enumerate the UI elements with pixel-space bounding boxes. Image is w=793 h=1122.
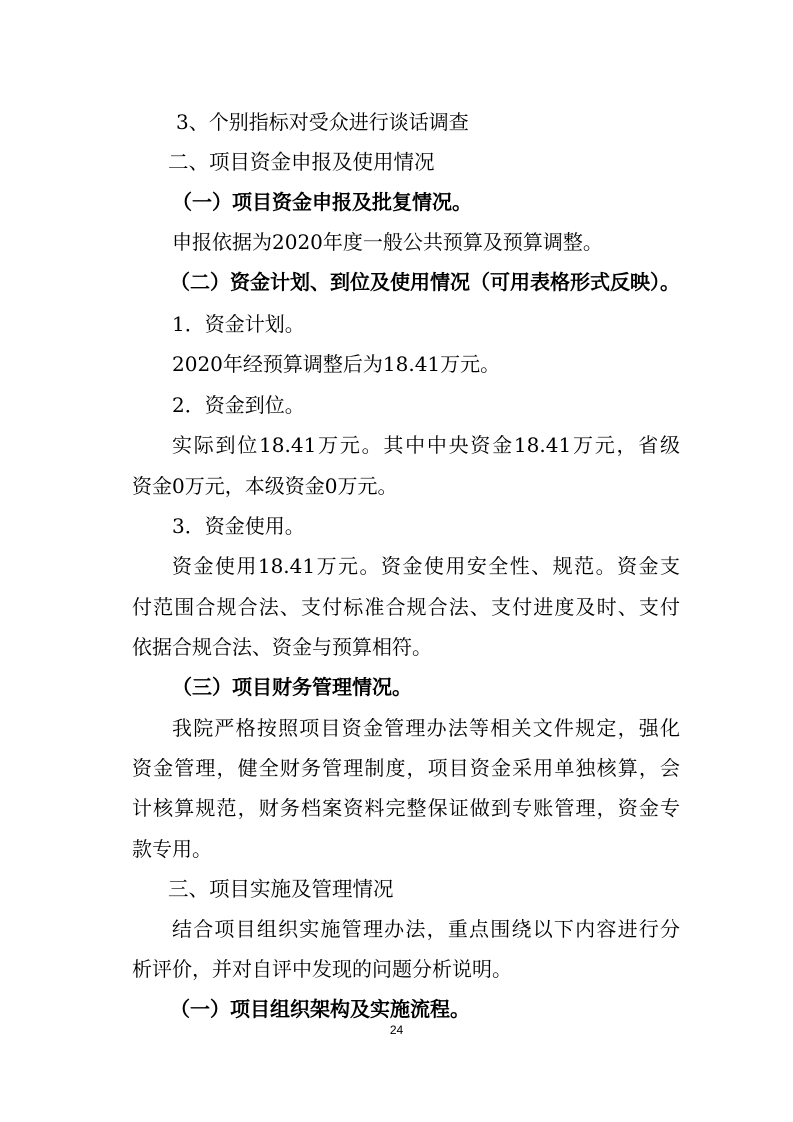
paragraph-finance-line4: 款专用。 (132, 837, 212, 861)
paragraph-fund-use-line2: 付范围合规合法、支付标准合规合法、支付进度及时、支付 (132, 595, 680, 619)
subsection-heading-2-3: （三）项目财务管理情况。 (172, 675, 412, 699)
subsection-heading-3-1: （一）项目组织架构及实施流程。 (170, 997, 470, 1021)
item-fund-plan: 1．资金计划。 (172, 312, 305, 336)
paragraph-fund-use-line3: 依据合规合法、资金与预算相符。 (132, 635, 432, 659)
subsection-heading-2-2: （二）资金计划、到位及使用情况（可用表格形式反映）。 (170, 270, 680, 294)
list-item-3: 3、个别指标对受众进行谈话调查 (176, 110, 469, 134)
paragraph-implementation-line1: 结合项目组织实施管理办法，重点围绕以下内容进行分 (172, 917, 680, 941)
paragraph-fund-plan: 2020年经预算调整后为18.41万元。 (172, 352, 501, 376)
paragraph-finance-line2: 资金管理，健全财务管理制度，项目资金采用单独核算，会 (132, 756, 680, 780)
paragraph-fund-arrival-line1: 实际到位18.41万元。其中中央资金18.41万元，省级 (172, 433, 680, 457)
paragraph-implementation-line2: 析评价，并对自评中发现的问题分析说明。 (132, 957, 512, 981)
paragraph-fund-arrival-line2: 资金0万元，本级资金0万元。 (132, 474, 398, 498)
paragraph-basis: 申报依据为2020年度一般公共预算及预算调整。 (172, 230, 603, 254)
subsection-heading-2-1: （一）项目资金申报及批复情况。 (172, 190, 472, 214)
section-heading-2: 二、项目资金申报及使用情况 (168, 150, 435, 174)
page-number: 24 (389, 1023, 404, 1037)
paragraph-fund-use-line1: 资金使用18.41万元。资金使用安全性、规范。资金支 (172, 554, 680, 578)
item-fund-arrival: 2．资金到位。 (172, 393, 305, 417)
item-fund-use: 3．资金使用。 (172, 514, 305, 538)
section-heading-3: 三、项目实施及管理情况 (168, 877, 394, 901)
paragraph-finance-line1: 我院严格按照项目资金管理办法等相关文件规定，强化 (172, 716, 680, 740)
paragraph-finance-line3: 计核算规范，财务档案资料完整保证做到专账管理，资金专 (132, 796, 680, 820)
